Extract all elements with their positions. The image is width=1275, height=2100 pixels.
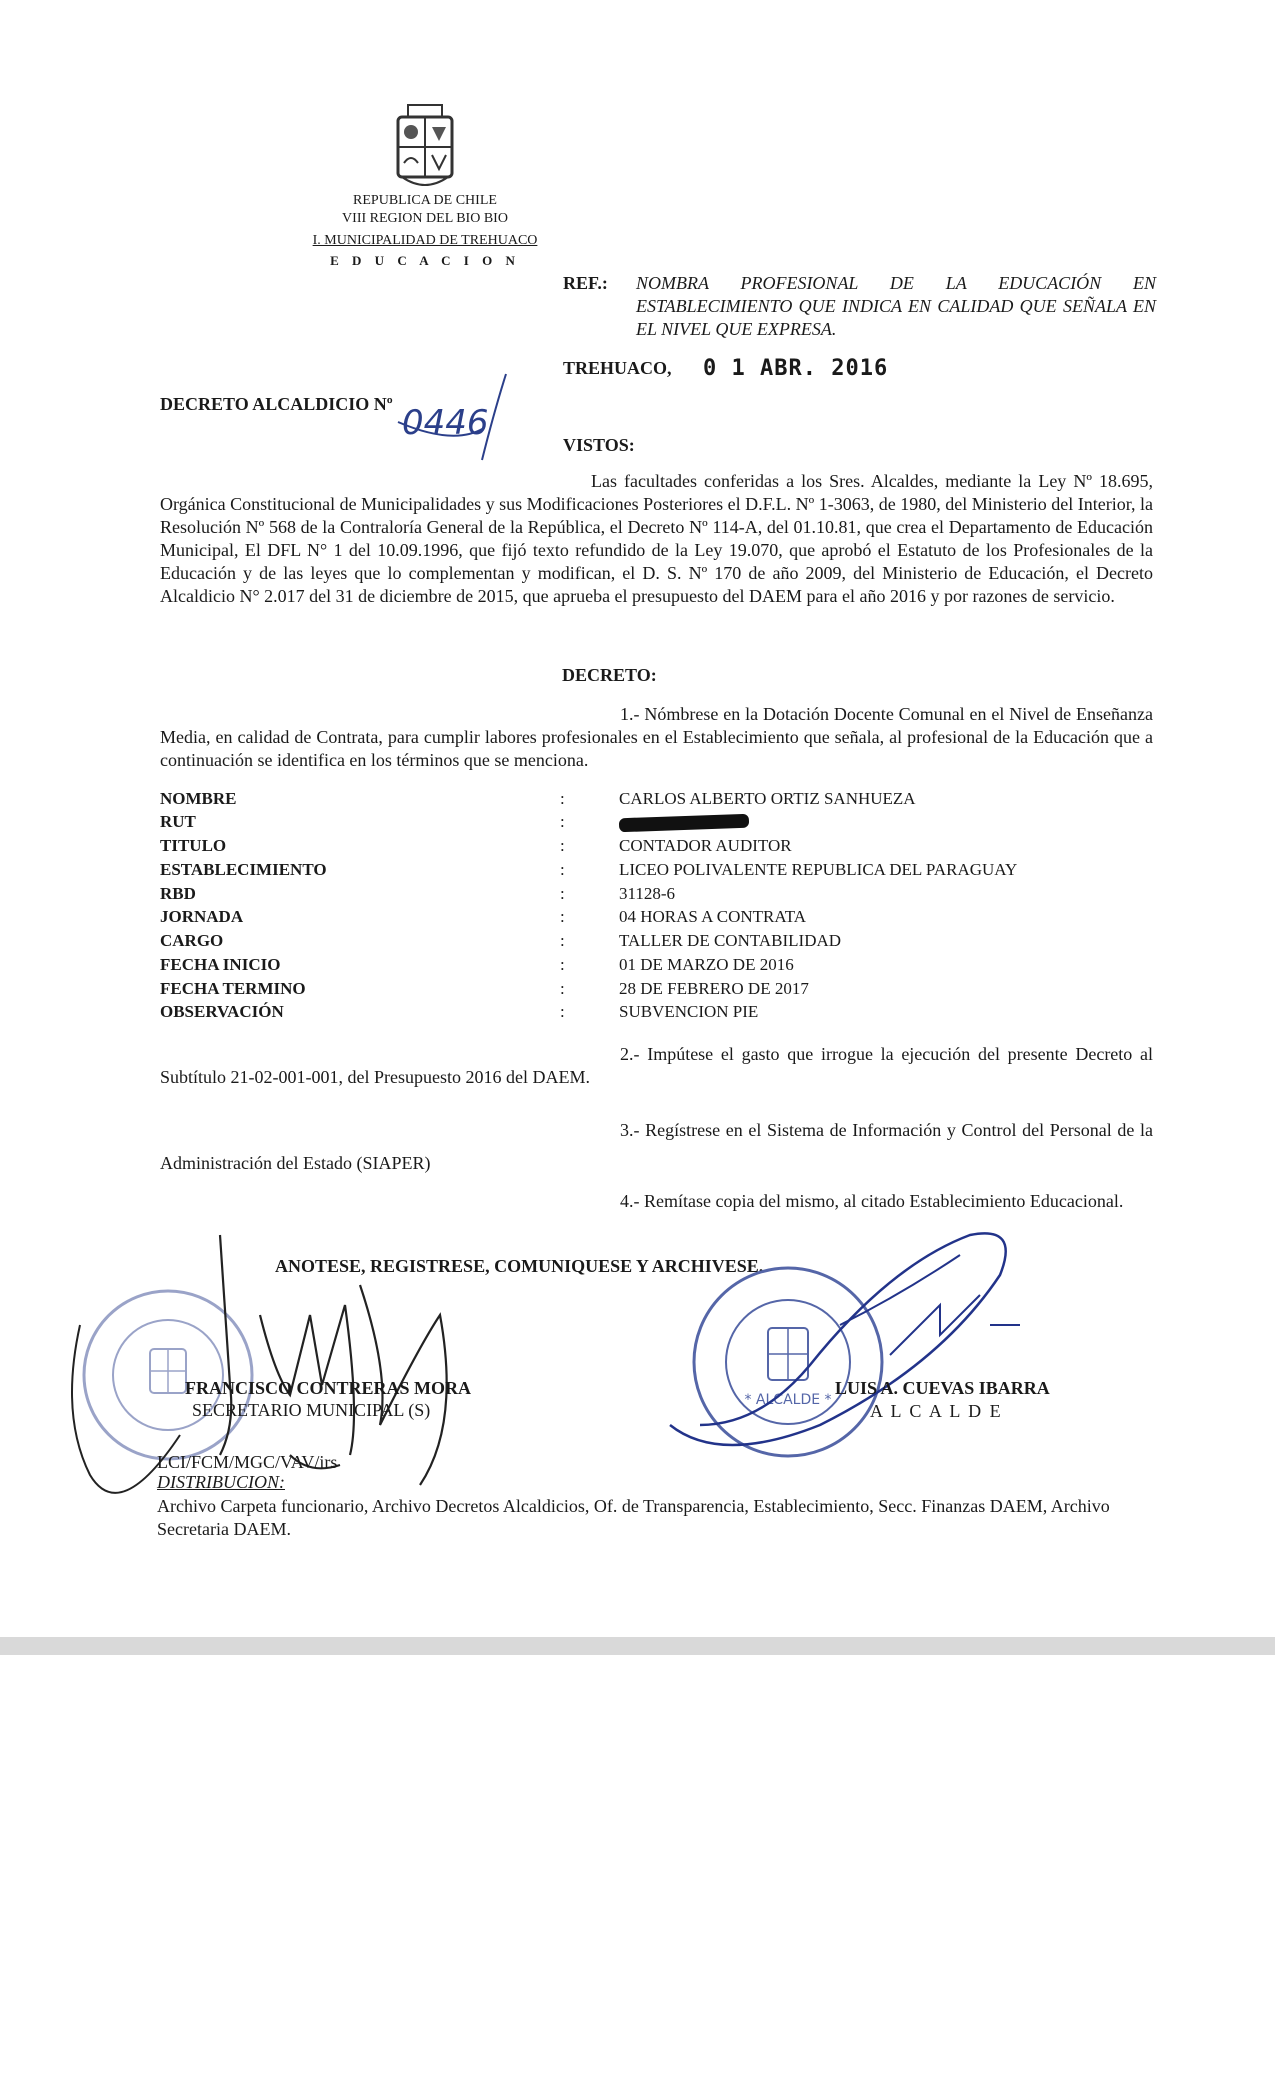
decreto-item-3: 3.- Regístrese en el Sistema de Información y Control del Personal de la Administración del Estado (SIAPER): [160, 1120, 1153, 1173]
field-row-nombre: NOMBRE : CARLOS ALBERTO ORTIZ SANHUEZA: [160, 789, 916, 808]
field-row-establecimiento: ESTABLECIMIENTO : LICEO POLIVALENTE REPUBLICA DEL PARAGUAY: [160, 860, 1018, 879]
vistos-heading: VISTOS:: [563, 435, 635, 455]
header-municipality: I. MUNICIPALIDAD DE TREHUACO: [312, 233, 538, 248]
field-row-fecha-termino: FECHA TERMINO : 28 DE FEBRERO DE 2017: [160, 979, 809, 998]
decreto-heading: DECRETO:: [562, 665, 657, 685]
field-row-fecha-inicio: FECHA INICIO : 01 DE MARZO DE 2016: [160, 955, 794, 974]
field-value: SUBVENCION PIE: [619, 1002, 759, 1021]
field-row-rut: RUT :: [160, 812, 1160, 836]
field-value: CARLOS ALBERTO ORTIZ SANHUEZA: [619, 789, 916, 808]
field-label: OBSERVACIÓN: [160, 1002, 284, 1021]
field-label: FECHA TERMINO: [160, 979, 306, 998]
distribution-text: Archivo Carpeta funcionario, Archivo Decretos Alcaldicios, Of. de Transparencia, Establecimiento, Secc. Finanzas DAEM, Archivo Secretaria DAEM.: [157, 1496, 1110, 1539]
decreto-item-4: 4.- Remítase copia del mismo, al citado Establecimiento Educacional.: [620, 1191, 1124, 1211]
secretary-name: FRANCISCO CONTRERAS MORA: [185, 1378, 472, 1398]
field-value: 04 HORAS A CONTRATA: [619, 907, 807, 926]
svg-text:* ALCALDE *: * ALCALDE *: [744, 1392, 832, 1408]
field-label: FECHA INICIO: [160, 955, 281, 974]
municipal-crest-icon: [390, 103, 460, 189]
decreto-item-2: 2.- Impútese el gasto que irrogue la ejecución del presente Decreto al Subtítulo 21-02-001-001, del Presupuesto 2016 del DAEM.: [160, 1044, 1153, 1087]
mayor-name: LUIS A. CUEVAS IBARRA: [835, 1378, 1050, 1398]
initials: LCI/FCM/MGC/VAV/irs: [157, 1452, 338, 1472]
decreto-item-1: 1.- Nómbrese en la Dotación Docente Comunal en el Nivel de Enseñanza Media, en calidad de Contrata, para cumplir labores profesionales en el Establecimiento que señala, al profesional de la Educación que a continuación se identifica en los términos que se menciona.: [160, 704, 1153, 770]
date-stamp: 0 1 ABR. 2016: [703, 356, 889, 381]
field-label: CARGO: [160, 931, 224, 950]
field-value: CONTADOR AUDITOR: [619, 836, 792, 855]
field-value: TALLER DE CONTABILIDAD: [619, 931, 842, 950]
field-label: ESTABLECIMIENTO: [160, 860, 327, 879]
field-label: TITULO: [160, 836, 227, 855]
header-region: VIII REGION DEL BIO BIO: [342, 211, 508, 226]
mayor-signature-icon: [640, 1215, 1090, 1475]
field-row-titulo: TITULO : CONTADOR AUDITOR: [160, 836, 792, 855]
closing-formula: ANOTESE, REGISTRESE, COMUNIQUESE Y ARCHIVESE.: [275, 1256, 764, 1276]
field-value: 01 DE MARZO DE 2016: [619, 955, 794, 974]
header-republic: REPUBLICA DE CHILE: [353, 193, 497, 208]
ref-text: NOMBRA PROFESIONAL DE LA EDUCACIÓN EN ESTABLECIMIENTO QUE INDICA EN CALIDAD QUE SEÑALA EN EL NIVEL QUE EXPRESA.: [636, 273, 1156, 339]
distribution-label: DISTRIBUCION:: [157, 1472, 285, 1492]
vistos-text: Las facultades conferidas a los Sres. Alcaldes, mediante la Ley Nº 18.695, Orgánica Constitucional de Municipalidades y sus Modificaciones Posteriores el D.F.L. Nº 1-3063, de 1980, del Ministerio del Interior, la Resolución Nº 568 de la Contraloría General de la República, el Decreto Nº 114-A, del 01.10.81, que crea el Departamento de Educación Municipal, El DFL N° 1 del 10.09.1996, que fijó texto refundido de la Ley 19.070, que aprobó el Estatuto de los Profesionales de la Educación y de las leyes que lo complementan y modifican, el D. S. Nº 170 de año 2009, del Ministerio de Educación, el Decreto Alcaldicio N° 2.017 del 31 de diciembre de 2015, que aprueba el presupuesto del DAEM para el año 2016 y por razones de servicio.: [160, 471, 1153, 606]
redaction-mark: [619, 814, 749, 833]
field-row-observacion: OBSERVACIÓN : SUBVENCION PIE: [160, 1002, 759, 1021]
decree-label: DECRETO ALCALDICIO Nº: [160, 394, 393, 414]
field-label: NOMBRE: [160, 789, 237, 808]
secretary-role: SECRETARIO MUNICIPAL (S): [192, 1400, 431, 1420]
field-value: 28 DE FEBRERO DE 2017: [619, 979, 809, 998]
header-education: E D U C A C I O N: [330, 253, 520, 268]
field-label: RUT: [160, 812, 196, 831]
ref-label: REF.:: [563, 273, 608, 293]
decree-number: 0446: [402, 403, 489, 443]
field-label: RBD: [160, 884, 196, 903]
mayor-role: A L C A L D E: [870, 1401, 1003, 1421]
decree-number-handwritten: [394, 372, 524, 462]
field-row-rbd: RBD : 31128-6: [160, 884, 676, 903]
field-value: LICEO POLIVALENTE REPUBLICA DEL PARAGUAY: [619, 860, 1018, 879]
field-row-cargo: CARGO : TALLER DE CONTABILIDAD: [160, 931, 842, 950]
field-value: 31128-6: [619, 884, 676, 903]
field-row-jornada: JORNADA : 04 HORAS A CONTRATA: [160, 907, 807, 926]
field-label: JORNADA: [160, 907, 244, 926]
place-label: TREHUACO,: [563, 358, 672, 378]
